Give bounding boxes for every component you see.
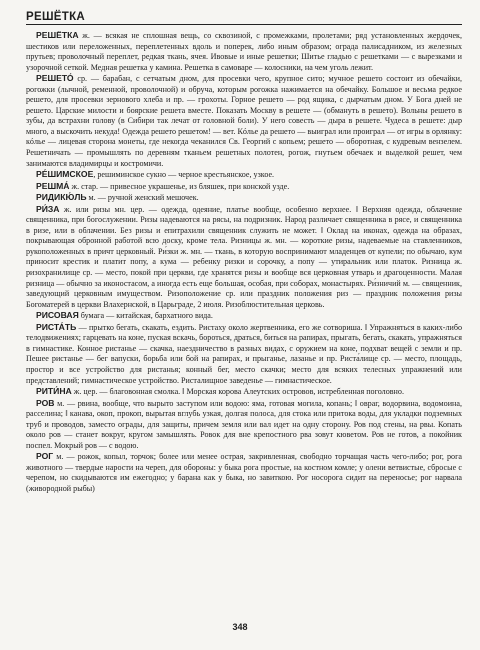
entry-definition: бумага — китайская, бархатного вида. xyxy=(78,311,213,321)
entry-headword: РИТИ́НА xyxy=(36,386,72,397)
entry-risovaya xyxy=(26,310,462,322)
page-number: 348 xyxy=(232,622,248,632)
entry-headword: РИСТА́ТЬ xyxy=(36,321,77,332)
entry-ristat xyxy=(26,322,462,386)
entry-ridikyul xyxy=(26,192,462,204)
entry-definition: ж. или ризы мн. цер. — одежда, одеяние, платье вообще, особенно верхнее. ‖ Верхняя одежда, облачение священника, при богослужении. Ризы надеваются на рясы, на подризник. Народ различает священника в рясе, и священника в ризе, или в облачении. Без ризы и епитрахили священник служить не может. ‖ Оклад на иконах, одежда на образах, покрывающая обронной работой всю доску, кроме тела. Ризницы ж. мн. — короткие ризы, надеваемые на ставленников, рукоположенных в причт церковный. Ри́зки ж. мн. — ткань, в которую воспринимают младенцев от купели; по обычаю, кум приносит крестик и платит попу, а кума — ребенку ризки и сорочку, а попу — утиральник или платок. Ризница ж. ризохранилище ср. — место, покой при церкви, где хранятся ризы и вообще вся церковная утварь и драгоценности. Малая ризница — обычно за иконостасом, а иногда есть еще большая, особая, при соборах, монастырях. Ри́зничий м. — священник, заведующий церковным имуществом. Ризоположение ср. или праздник положения риз — праздник положения ризы Богоматерей в церкви Влахернской, в Царьграде, 2 июля. Ризоблюстительная церковь. xyxy=(26,204,462,309)
entry-definition: , решиминское сукно — черное крестьянское, узкое. xyxy=(93,170,275,180)
entry-definition: ж. — всякая не сплошная вещь, со сквозиной, с промежками, пролетами; ряд установленных жердочек, шестиков или переложенных, переплетенных вдоль и поперек, либо иным образом; ограда палисадником, из железных прутьев; проволочный переплет, редкая ткань, ячея. Ивовые и иные решетки; Шитье гладью с решетками — с вырезками и узорочной сеткой. Медная решетка у камина. Решетка в самоваре — колосники, на чем уголь лежит. xyxy=(26,31,462,72)
running-head-word: РЕШЁТКА xyxy=(26,11,86,23)
entry-headword: РЕШЁТКА xyxy=(36,30,79,40)
entry-headword: РОГ xyxy=(36,451,54,462)
entry-definition: — прытко бегать, скакать, ездить. Ристаху около жертвенника, его же сотвориша. ‖ Упражняться в каких-либо телодвижениях; гарцевать на коне, пуская вскачь, бороться, драться, биться на рапирах, прыгать, бегать, скакать, упражняться в гимнастике. Конное ристанье — скачка, наездничество в разных видах, с оружием на коне, подхват вещей с земли и пр. Пешее ристанье — бег вапуски, борьба или бой на рапирах, и прыганье, лазанье и пр. Риста́лище ср. — место, площадь, простор и все устройство для ристанья; конный бег, место скачки; место для всяких телесных упражнений или представлений; гимнастическое устройство. Ристалищное заведенье — гимнастическое. xyxy=(26,322,462,385)
entry-riza xyxy=(26,204,462,310)
entry-ritina xyxy=(26,386,462,398)
entry-definition: ж. стар. — привесное украшенье, из бляшек, при конской узде. xyxy=(69,181,290,191)
entry-headword: РЕ́ШИМСКОЕ xyxy=(36,169,94,180)
entry-resheto xyxy=(26,73,462,169)
entry-reshimskoe xyxy=(26,169,462,181)
running-head xyxy=(26,6,462,25)
entry-rog xyxy=(26,451,462,494)
entry-reshetka xyxy=(26,30,462,73)
entry-headword: РЕШМА́ xyxy=(36,180,70,191)
entry-headword: РИ́ЗА xyxy=(36,203,60,214)
entry-definition: ж. цер. — благовонная смолка. ‖ Морская корова Алеутских островов, истребленная поголовно. xyxy=(71,387,404,397)
entry-definition: м. — рожок, копыл, торчок; более или менее острая, закривленная, свободно торчащая часть чего-либо; рог, рога животного — твердые нарости на череп, для обороны: у быка рога простые, на костном комле; у олени ветвистые, сбросые с черепом, но скидываются им ежегодно; у барана как у быка, но завиткою. Рог носорога сидит на переносье; рог нарвала (живородной рыбы) xyxy=(26,452,462,493)
entry-headword: РИСОВАЯ xyxy=(36,310,79,321)
entry-reshma xyxy=(26,181,462,193)
entry-definition: м. — ручной женский мешочек. xyxy=(86,193,199,203)
entry-definition: ср. — барабан, с сетчатым дном, для просевки чего, крупное сито; мучное решето состоит из обечайки, рогожки (лычной, ременной, проволочной) и обруча, которым рогожка нажимается на обечайку. Большое и весьма редкое решето, для просевки зернового хлеба и пр. — грохоты. Горное решето — род ящика, с дырчатым дном. У Бога дней не решето. Царские милости и боярские решета вместе. Показать Москву в решете — (обмануть в решето). Вольны решето в зубы, да встрахни голову (в Сибири так лечат от головной боли). У него совесть — дыра в решете. Чудеса в решете: дыр много, а выскочить некуда! Одежда решето решетом! — вет. Кóлье да решето — выиграл или проиграл — от игры в орлянку: кóлье — лицевая сторона монеты, где некогда чеканился Св. Георгий с копьем; решето — оборотная, с кудревым вензелем. Решетничать — промышлять по деревням тканьем решетных полотен, рогож, гнутьем обечаек и выделкой решет, чем занимаются владимирцы и костромичи. xyxy=(26,74,462,168)
entry-definition: м. — рвина, вообще, что вырыто заступом или водою: яма, готовая могила, копань; ‖ овраг, водорвина, водомоина, расселина; ‖ канава, окоп, прокоп, вырытая вглубь узкая, долгая полоса, для стока или притока воды, для укладки подземных труб и проводов, заместо ограды, для защиты, причем земля или вал идет на одну сторону. Ров под стены, на рвы. Копать около ров — станет вокруг, кругом замышлять. Ровок для вне крепостного рва зовут кюветом. Ров не готов, а покойник поспел. Мокрый ров — с водою. xyxy=(26,398,462,450)
entry-list xyxy=(26,30,462,495)
entry-rov xyxy=(26,398,462,452)
entry-headword: РЕШЕТО́ xyxy=(36,73,74,84)
entry-headword: РОВ xyxy=(36,397,55,408)
entry-headword: РИДИКЮ́ЛЬ xyxy=(36,192,87,203)
